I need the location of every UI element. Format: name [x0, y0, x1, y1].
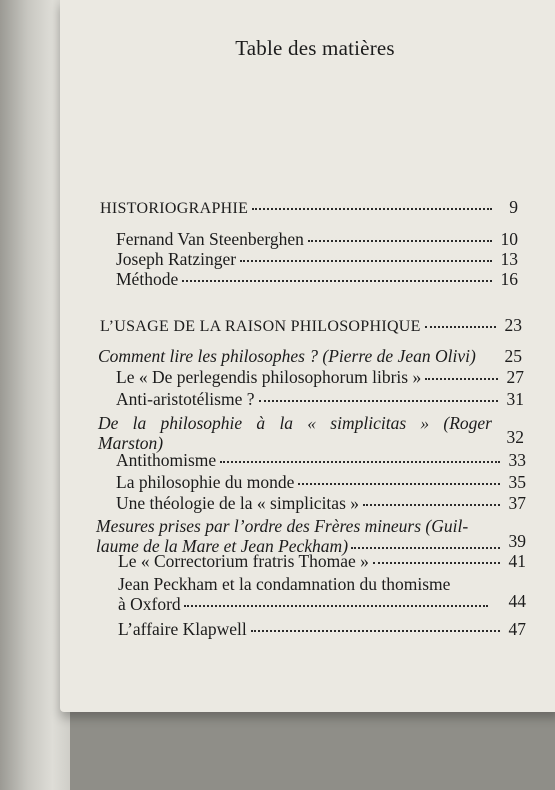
- toc-label: Méthode: [116, 269, 179, 289]
- toc-page-number: 35: [508, 472, 526, 492]
- leader-dots: [351, 547, 500, 549]
- toc-label: Anti-aristotélisme ?: [116, 389, 255, 409]
- toc-label-line1: De la philosophie à la « simplicitas » (Roger: [98, 413, 492, 433]
- leader-dots: [184, 605, 488, 607]
- toc-label-line1: Jean Peckham et la condamnation du thomisme: [118, 574, 451, 594]
- toc-page-number: 27: [506, 367, 524, 387]
- toc-entry: [116, 389, 524, 410]
- toc-entry: [116, 367, 524, 388]
- toc-entry: [116, 472, 526, 493]
- toc-section-historiographie: [100, 197, 518, 218]
- toc-page-number: 16: [500, 269, 518, 289]
- toc-label-line2: à Oxford: [118, 594, 181, 614]
- toc-entry: [116, 450, 526, 471]
- toc-chapter: [96, 516, 500, 556]
- toc-entry: [118, 574, 488, 614]
- toc-label: HISTORIOGRAPHIE: [100, 200, 249, 217]
- toc-entry: [116, 269, 518, 290]
- toc-page-number: 32: [506, 427, 524, 447]
- toc-label-line1: Mesures prises par l’ordre des Frères mineurs (Guil-: [96, 516, 469, 536]
- toc-page-number: 37: [508, 493, 526, 513]
- toc-label: Comment lire les philosophes ? (Pierre de Jean Olivi): [98, 346, 476, 366]
- leader-dots: [298, 483, 500, 485]
- page-title: Table des matières: [235, 36, 395, 60]
- toc-entry: [116, 249, 518, 270]
- toc-chapter: [98, 346, 522, 367]
- leader-dots: [252, 208, 492, 210]
- toc-entry: [116, 229, 518, 250]
- leader-dots: [308, 240, 492, 242]
- toc-label: L’affaire Klapwell: [118, 619, 247, 639]
- leader-dots: [220, 461, 500, 463]
- leader-dots: [240, 260, 492, 262]
- toc-page-number: 25: [504, 346, 522, 366]
- toc-label: Antithomisme: [116, 450, 217, 470]
- toc-label: Fernand Van Steenberghen: [116, 229, 304, 249]
- toc-label: Une théologie de la « simplicitas »: [116, 493, 360, 513]
- toc-page-number: 23: [504, 315, 522, 335]
- toc-page-number: 33: [508, 450, 526, 470]
- toc-label: Joseph Ratzinger: [116, 249, 237, 269]
- toc-page-number: 13: [500, 249, 518, 269]
- toc-section-usage-raison: [100, 315, 522, 336]
- toc-page-number: 41: [508, 551, 526, 571]
- toc-page-number: 31: [506, 389, 524, 409]
- toc-label-line2: laume de la Mare et Jean Peckham): [96, 536, 349, 556]
- toc-entry: [118, 551, 526, 572]
- toc-chapter: [98, 413, 492, 453]
- leader-dots: [425, 378, 498, 380]
- toc-page-number: 47: [508, 619, 526, 639]
- toc-label: L’USAGE DE LA RAISON PHILOSOPHIQUE: [100, 318, 421, 335]
- leader-dots: [363, 504, 500, 506]
- toc-entry: [116, 493, 526, 514]
- toc-label: Le « De perlegendis philosophorum libris »: [116, 367, 422, 387]
- toc-page-number: 44: [508, 591, 526, 611]
- toc-label: La philosophie du monde: [116, 472, 295, 492]
- toc-page-number: 10: [500, 229, 518, 249]
- toc-page-number: 39: [508, 531, 526, 551]
- leader-dots: [259, 400, 498, 402]
- toc-entry: [118, 619, 526, 640]
- toc-label-line2: Marston): [98, 433, 164, 453]
- leader-dots: [425, 326, 496, 328]
- leader-dots: [182, 280, 492, 282]
- leader-dots: [373, 562, 500, 564]
- toc-page-number: 9: [509, 197, 518, 217]
- show-through-text: [250, 0, 510, 185]
- leader-dots: [251, 630, 500, 632]
- toc-label: Le « Correctorium fratris Thomae »: [118, 551, 369, 571]
